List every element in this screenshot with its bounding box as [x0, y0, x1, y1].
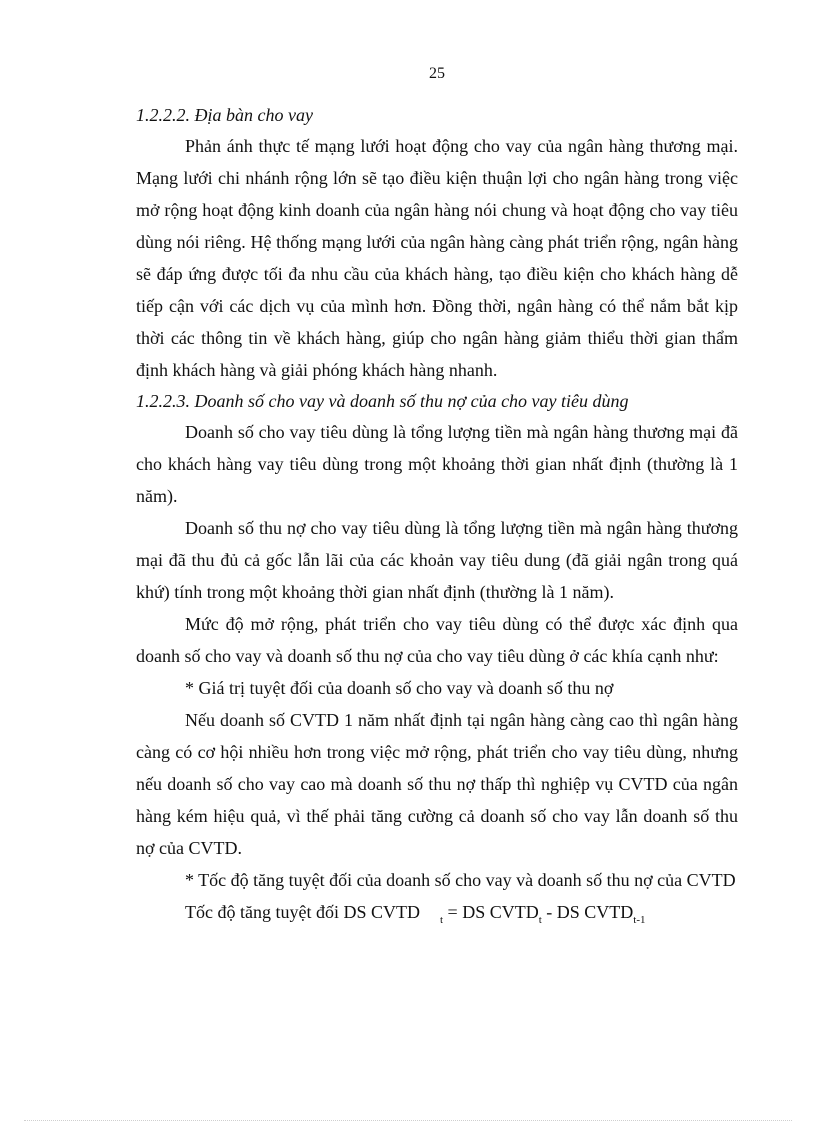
- section-heading: 1.2.2.2. Địa bàn cho vay: [136, 105, 313, 125]
- paragraph: Mức độ mở rộng, phát triển cho vay tiêu dùng có thể được xác định qua doanh số cho vay và doanh số thu nợ của cho vay tiêu dùng ở các khía cạnh như:: [136, 614, 738, 666]
- formula-term2-subscript: t-1: [633, 914, 646, 926]
- paragraph: Doanh số cho vay tiêu dùng là tổng lượng tiền mà ngân hàng thương mại đã cho khách hàng vay tiêu dùng trong một khoảng thời gian nhất định (thường là 1 năm).: [136, 422, 738, 506]
- bullet-point: * Giá trị tuyệt đối của doanh số cho vay và doanh số thu nợ: [185, 678, 614, 698]
- formula-equals: = DS CVTD: [443, 902, 539, 922]
- section-dia-ban-cho-vay: [136, 100, 738, 386]
- page-body: [136, 100, 738, 931]
- formula-term1-subscript: t: [538, 914, 542, 926]
- bullet-point: * Tốc độ tăng tuyệt đối của doanh số cho vay và doanh số thu nợ của CVTD: [185, 870, 736, 890]
- page-bottom-divider: [24, 1120, 792, 1121]
- section-doanh-so-cho-vay: [136, 386, 738, 896]
- section-heading: 1.2.2.3. Doanh số cho vay và doanh số thu nợ của cho vay tiêu dùng: [136, 391, 629, 411]
- paragraph: Phản ánh thực tế mạng lưới hoạt động cho vay của ngân hàng thương mại. Mạng lưới chi nhánh rộng lớn sẽ tạo điều kiện thuận lợi cho ngân hàng trong việc mở rộng hoạt động kinh doanh của ngân hàng nói chung và hoạt động cho vay tiêu dùng nói riêng. Hệ thống mạng lưới của ngân hàng càng phát triển rộng, ngân hàng sẽ đáp ứng được tối đa nhu cầu của khách hàng, tạo điều kiện cho khách hàng dễ tiếp cận với các dịch vụ của mình hơn. Đồng thời, ngân hàng có thể nắm bắt kịp thời các thông tin về khách hàng, giúp cho ngân hàng giảm thiểu thời gian thẩm định khách hàng và giải phóng khách hàng nhanh.: [136, 136, 738, 380]
- paragraph: Doanh số thu nợ cho vay tiêu dùng là tổng lượng tiền mà ngân hàng thương mại đã thu đủ cả gốc lẫn lãi của các khoản vay tiêu dung (đã giải ngân trong quá khứ) tính trong một khoảng thời gian nhất định (thường là 1 năm).: [136, 518, 738, 602]
- formula-lhs: Tốc độ tăng tuyệt đối DS CVTD: [185, 902, 420, 922]
- formula-lhs-subscript: t: [439, 914, 444, 926]
- page-number: 25: [429, 65, 445, 82]
- paragraph: Nếu doanh số CVTD 1 năm nhất định tại ngân hàng càng cao thì ngân hàng càng có cơ hội nhiều hơn trong việc mở rộng, phát triển cho vay tiêu dùng, nhưng nếu doanh số cho vay cao mà doanh số thu nợ thấp thì nghiệp vụ CVTD của ngân hàng kém hiệu quả, vì thế phải tăng cường cả doanh số cho vay lẫn doanh số thu nợ của CVTD.: [136, 710, 738, 858]
- formula-minus: - DS CVTD: [541, 902, 634, 922]
- formula: [136, 896, 738, 931]
